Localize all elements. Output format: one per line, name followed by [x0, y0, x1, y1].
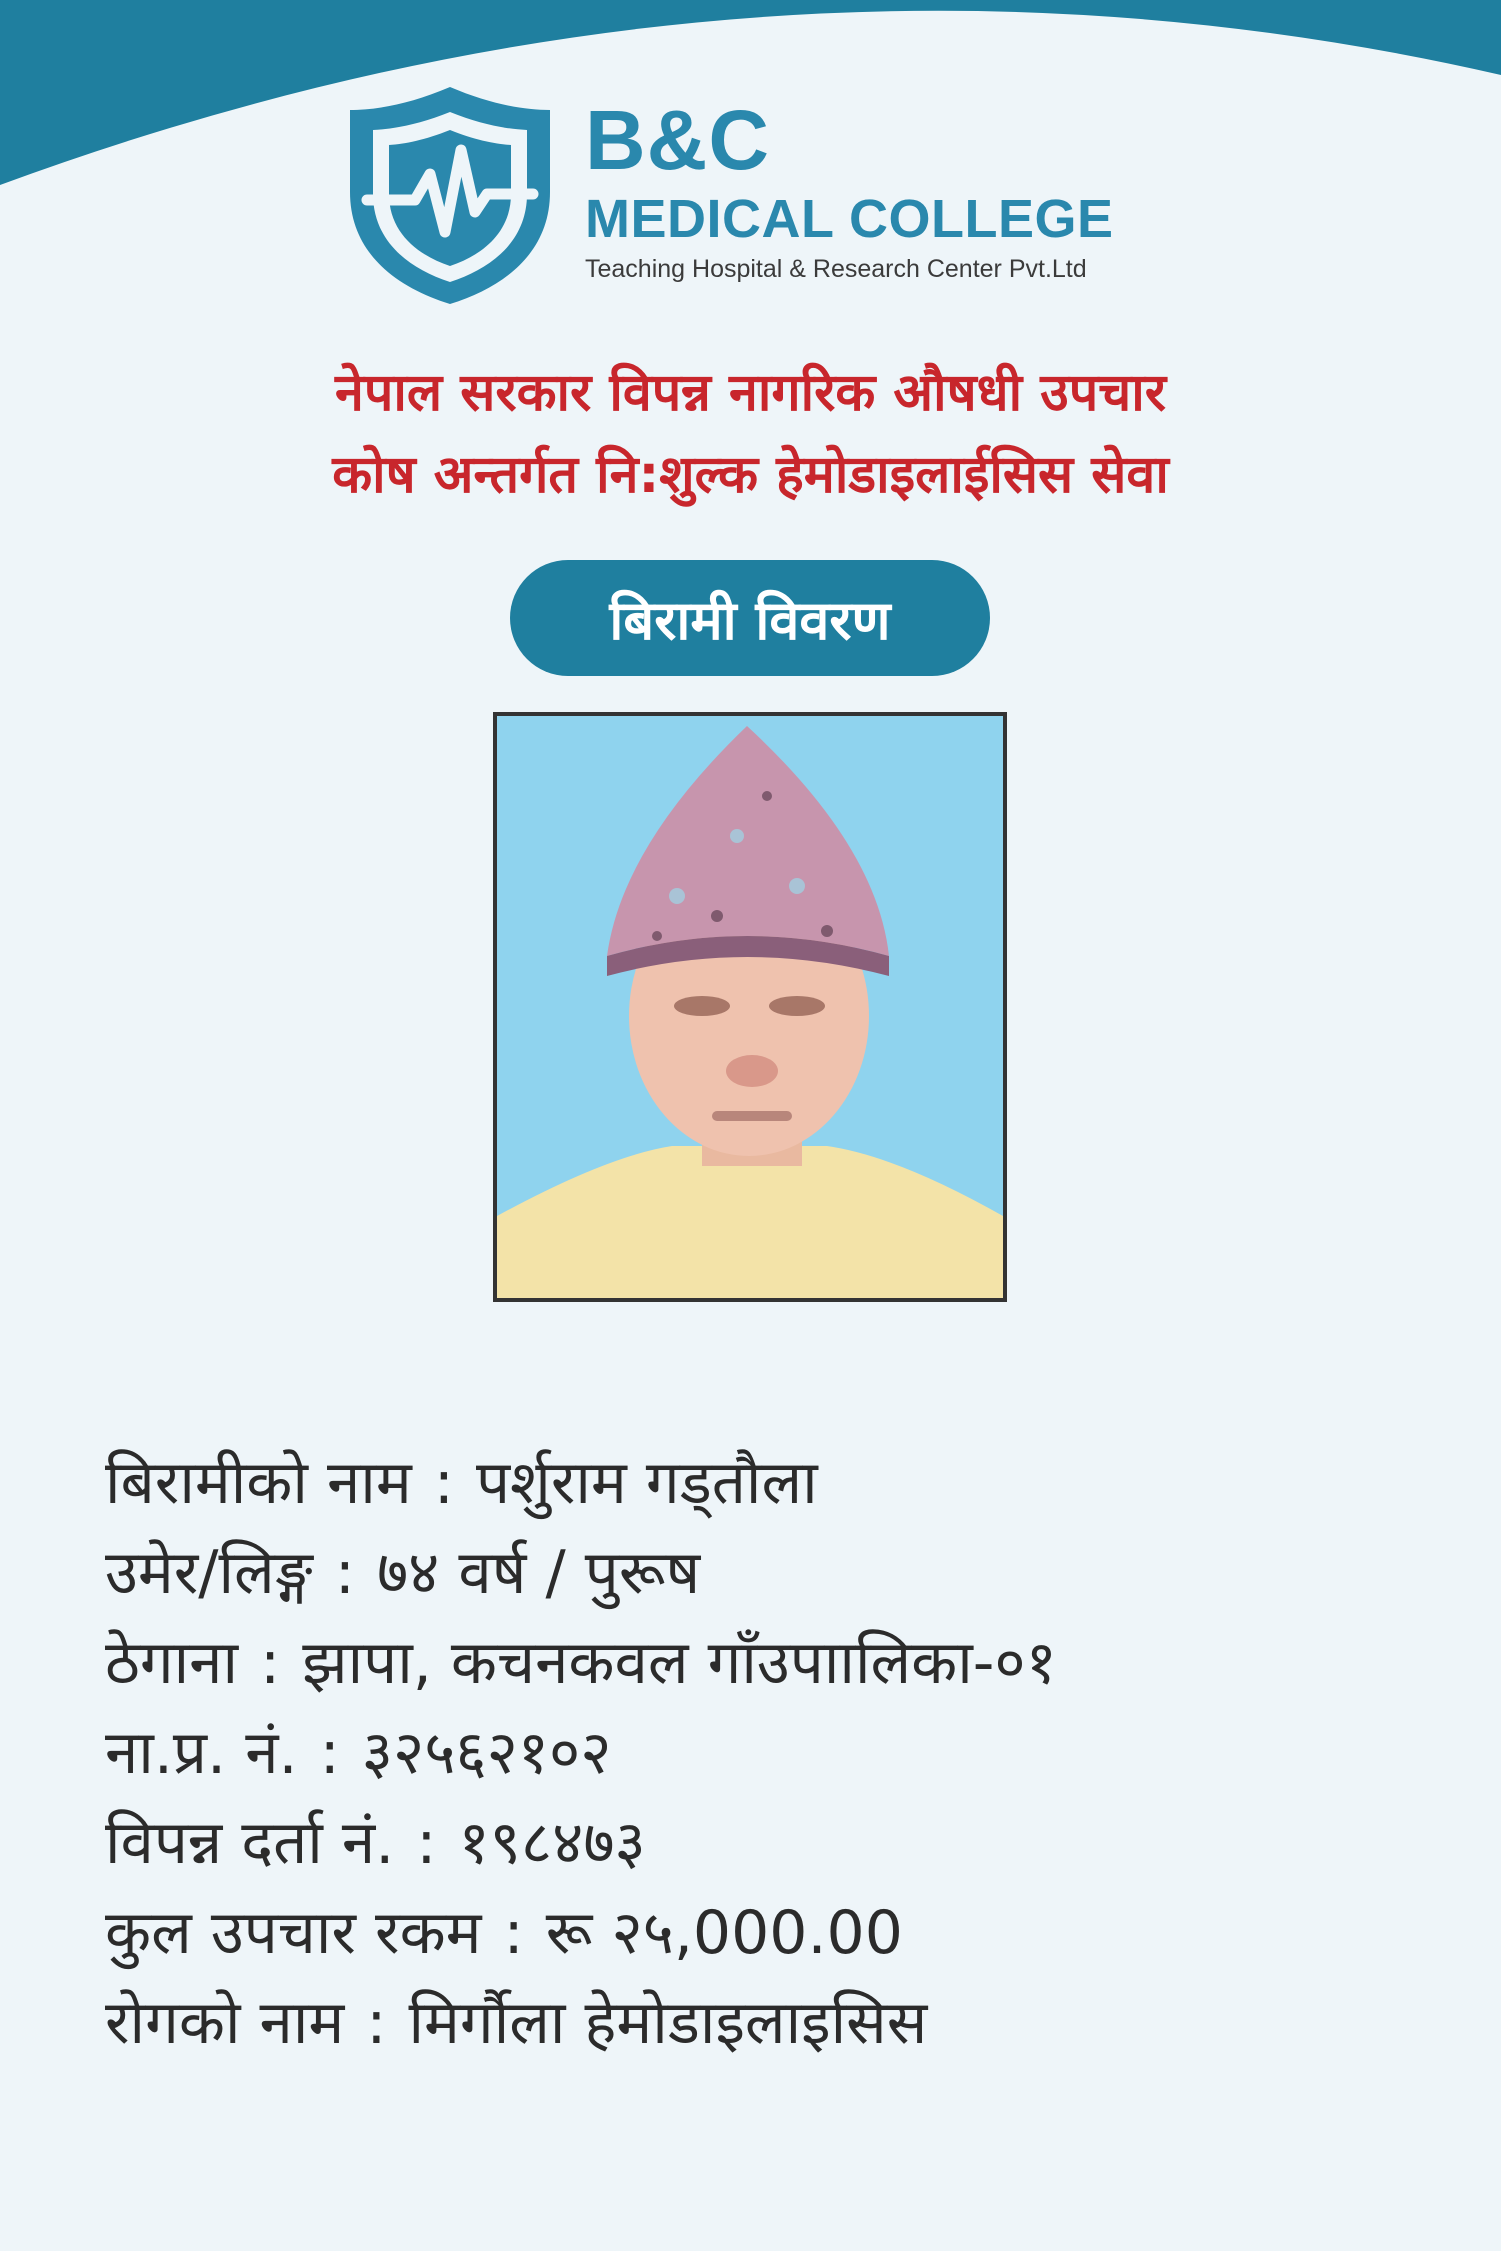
- age-sex-label: उमेर/लिङ्ग: [105, 1538, 313, 1608]
- section-label-pill: बिरामी विवरण: [510, 560, 990, 676]
- amount-row: [105, 1888, 1455, 1978]
- brand-block: [585, 95, 1114, 284]
- registration-row: [105, 1798, 1455, 1888]
- brand-short: B&C: [585, 93, 770, 187]
- program-headline: [0, 352, 1501, 516]
- separator: :: [433, 1448, 454, 1518]
- disease-label: रोगको नाम: [105, 1988, 345, 2058]
- separator: :: [260, 1628, 281, 1698]
- patient-details: [105, 1438, 1455, 2068]
- shield-heartbeat-icon: [345, 82, 555, 307]
- age-sex-value: ७४ वर्ष / पुरूष: [376, 1538, 701, 1608]
- separator: :: [319, 1718, 340, 1788]
- amount-value: रू २५,000.00: [545, 1898, 903, 1968]
- headline-line-2: कोष अन्तर्गत नि:शुल्क हेमोडाइलाईसिस सेवा: [332, 445, 1169, 505]
- separator: :: [334, 1538, 355, 1608]
- amount-label: कुल उपचार रकम: [105, 1898, 482, 1968]
- patient-name-label: बिरामीको नाम: [105, 1448, 412, 1518]
- citizenship-value: ३२५६२१०२: [361, 1718, 612, 1788]
- brand-tagline: Teaching Hospital & Research Center Pvt.Ltd: [585, 255, 1087, 283]
- age-sex-row: [105, 1528, 1455, 1618]
- patient-photo: [493, 712, 1007, 1302]
- brand-name: MEDICAL COLLEGE: [585, 189, 1114, 249]
- registration-value: १९८४७३: [458, 1808, 646, 1878]
- patient-name-row: [105, 1438, 1455, 1528]
- patient-name-value: पर्शुराम गड्तौला: [475, 1448, 818, 1518]
- citizenship-row: [105, 1708, 1455, 1798]
- citizenship-label: ना.प्र. नं.: [105, 1718, 298, 1788]
- separator: :: [366, 1988, 387, 2058]
- address-value: झापा, कचनकवल गाँउपाालिका-०१: [302, 1628, 1057, 1698]
- disease-value: मिर्गौला हेमोडाइलाइसिस: [408, 1988, 928, 2058]
- disease-row: [105, 1978, 1455, 2068]
- address-row: [105, 1618, 1455, 1708]
- address-label: ठेगाना: [105, 1628, 239, 1698]
- registration-label: विपन्न दर्ता नं.: [105, 1808, 395, 1878]
- separator: :: [416, 1808, 437, 1878]
- separator: :: [503, 1898, 524, 1968]
- headline-line-1: नेपाल सरकार विपन्न नागरिक औषधी उपचार: [334, 363, 1167, 423]
